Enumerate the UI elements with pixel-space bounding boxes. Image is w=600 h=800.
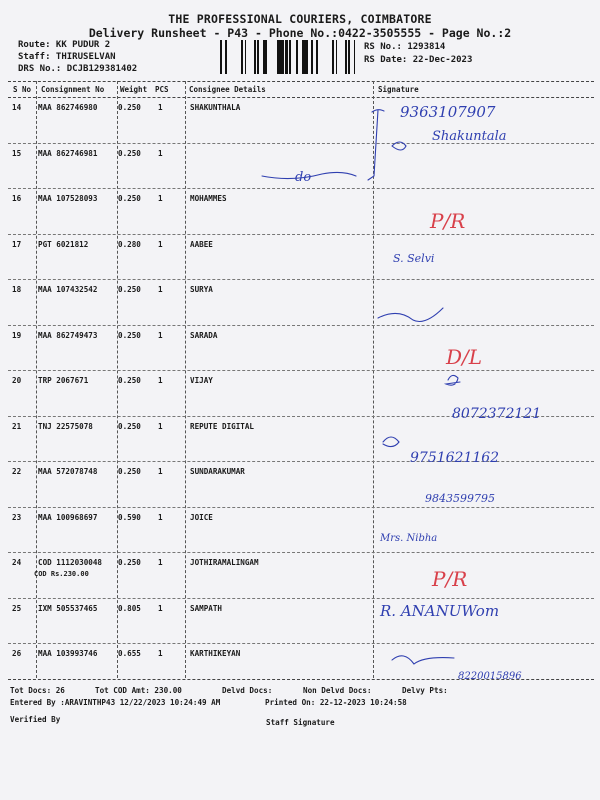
row-sno: 19	[12, 330, 22, 340]
row-separator	[8, 325, 594, 326]
row-consignee: JOTHIRAMALINGAM	[190, 558, 259, 567]
row-consignee: SAMPATH	[190, 603, 223, 613]
rs-date: RS Date: 22-Dec-2023	[364, 55, 473, 65]
col-header-pcs: PCS	[155, 85, 169, 94]
hw-r22-phone: 9843599795	[425, 492, 495, 505]
row-pcs: 1	[158, 330, 163, 340]
row-consignment: MAA 107432542	[38, 285, 98, 294]
row-consignee: REPUTE DIGITAL	[190, 421, 255, 431]
verified-by: Verified By	[10, 715, 61, 724]
row-sno: 25	[12, 603, 22, 613]
row-pcs: 1	[158, 148, 163, 158]
row-separator	[8, 507, 594, 508]
row-consignment: COD 1112030048	[38, 558, 103, 567]
row-sno: 23	[12, 512, 22, 522]
hw-r16-mark: P/R	[430, 209, 466, 233]
row-consignment: TNJ 22575078	[38, 421, 93, 431]
row-pcs: 1	[158, 558, 163, 567]
row-separator	[8, 188, 594, 189]
hw-r26-phone: 8220015896	[458, 671, 522, 682]
hw-r23-name: Mrs. Nibha	[380, 533, 438, 544]
row-weight: 0.250	[118, 103, 141, 112]
hw-r14-name: Shakuntala	[432, 129, 507, 144]
entered-by: Entered By :ARAVINTHP43 12/22/2023 10:24:49 AM	[10, 698, 221, 707]
row-separator	[8, 416, 594, 417]
row-cod-amount: COD Rs.230.00	[34, 570, 89, 578]
row-consignee: SURYA	[190, 285, 213, 294]
row-consignee: JOICE	[190, 512, 213, 522]
row-pcs: 1	[158, 285, 163, 294]
row-sno: 26	[12, 649, 22, 658]
printed-on: Printed On: 22-12-2023 10:24:58	[265, 698, 407, 707]
row-pcs: 1	[158, 649, 163, 658]
row-consignee: SHAKUNTHALA	[190, 103, 241, 112]
row-separator	[8, 143, 594, 144]
drs-number: DRS No.: DCJB129381402	[18, 64, 138, 74]
column-divider	[185, 81, 186, 678]
column-divider	[36, 81, 37, 678]
row-consignment: MAA 103993746	[38, 649, 98, 658]
col-header-consignee: Consignee Details	[189, 85, 266, 94]
delivery-points: Delvy Pts:	[402, 686, 448, 695]
row-weight: 0.250	[118, 330, 141, 340]
row-sno: 24	[12, 558, 22, 567]
total-cod-amount: Tot COD Amt: 230.00	[95, 686, 182, 695]
hw-r24-mark: P/R	[432, 567, 468, 591]
row-pcs: 1	[158, 603, 163, 613]
row-pcs: 1	[158, 512, 163, 522]
row-weight: 0.250	[118, 421, 141, 431]
row-separator	[8, 461, 594, 462]
col-header-weight: Weight	[120, 85, 148, 94]
row-separator	[8, 234, 594, 235]
row-weight: 0.250	[118, 558, 141, 567]
hw-r17-name: S. Selvi	[393, 252, 435, 265]
row-consignment: MAA 862749473	[38, 330, 98, 340]
non-delivered-docs: Non Delvd Docs:	[303, 686, 372, 695]
hw-r14-phone: 9363107907	[400, 103, 496, 121]
row-separator	[8, 370, 594, 371]
row-sno: 20	[12, 376, 22, 385]
col-header-sno: S No	[13, 85, 32, 94]
row-sno: 15	[12, 148, 22, 158]
row-consignment: IXM 505537465	[38, 603, 98, 613]
row-weight: 0.805	[118, 603, 141, 613]
row-pcs: 1	[158, 467, 163, 476]
row-pcs: 1	[158, 194, 163, 203]
staff-label: Staff: THIRUSELVAN	[18, 52, 116, 62]
column-divider	[373, 81, 374, 678]
row-consignment: MAA 862746980	[38, 103, 98, 112]
row-sno: 21	[12, 421, 22, 431]
row-weight: 0.250	[118, 285, 141, 294]
row-pcs: 1	[158, 376, 163, 385]
row-consignee: AABEE	[190, 239, 213, 249]
row-separator	[8, 643, 594, 644]
row-consignment: MAA 572078748	[38, 467, 98, 476]
staff-signature: Staff Signature	[266, 718, 335, 727]
hw-r20-phone: 8072372121	[452, 406, 542, 422]
row-separator	[8, 552, 594, 553]
row-weight: 0.280	[118, 239, 141, 249]
barcode	[220, 40, 355, 74]
row-consignment: PGT 6021812	[38, 239, 89, 249]
route-label: Route: KK PUDUR 2	[18, 40, 111, 50]
table-frame	[8, 81, 594, 680]
row-sno: 22	[12, 467, 22, 476]
row-pcs: 1	[158, 421, 163, 431]
header-divider	[8, 97, 594, 98]
hw-r21-phone: 9751621162	[410, 450, 500, 466]
row-pcs: 1	[158, 103, 163, 112]
row-consignment: MAA 862746981	[38, 148, 98, 158]
col-header-signature: Signature	[378, 85, 419, 94]
row-consignment: MAA 107528093	[38, 194, 98, 203]
hw-r25-name: R. ANANUWom	[380, 602, 500, 620]
total-docs: Tot Docs: 26	[10, 686, 65, 695]
row-consignee: MOHAMMES	[190, 194, 227, 203]
rs-number: RS No.: 1293814	[364, 42, 446, 52]
row-weight: 0.250	[118, 194, 141, 203]
row-sno: 14	[12, 103, 22, 112]
row-consignee: KARTHIKEYAN	[190, 649, 241, 658]
hw-r19-mark: D/L	[446, 345, 483, 369]
row-consignee: VIJAY	[190, 376, 213, 385]
row-separator	[8, 598, 594, 599]
company-title: THE PROFESSIONAL COURIERS, COIMBATORE	[168, 12, 432, 26]
row-consignment: MAA 100968697	[38, 512, 98, 522]
row-consignee: SUNDARAKUMAR	[190, 467, 245, 476]
row-sno: 16	[12, 194, 22, 203]
hw-r15-ditto: do	[295, 170, 312, 185]
row-weight: 0.250	[118, 148, 141, 158]
runsheet-subtitle: Delivery Runsheet - P43 - Phone No.:0422-3505555 - Page No.:2	[88, 26, 512, 40]
row-pcs: 1	[158, 239, 163, 249]
row-separator	[8, 279, 594, 280]
col-header-consignment: Consignment No	[41, 85, 105, 94]
row-weight: 0.250	[118, 376, 141, 385]
row-weight: 0.250	[118, 467, 141, 476]
row-sno: 17	[12, 239, 22, 249]
delivered-docs: Delvd Docs:	[222, 686, 273, 695]
row-sno: 18	[12, 285, 22, 294]
row-consignment: TRP 2067671	[38, 376, 89, 385]
row-weight: 0.655	[118, 649, 141, 658]
row-weight: 0.590	[118, 512, 141, 522]
row-consignee: SARADA	[190, 330, 218, 340]
